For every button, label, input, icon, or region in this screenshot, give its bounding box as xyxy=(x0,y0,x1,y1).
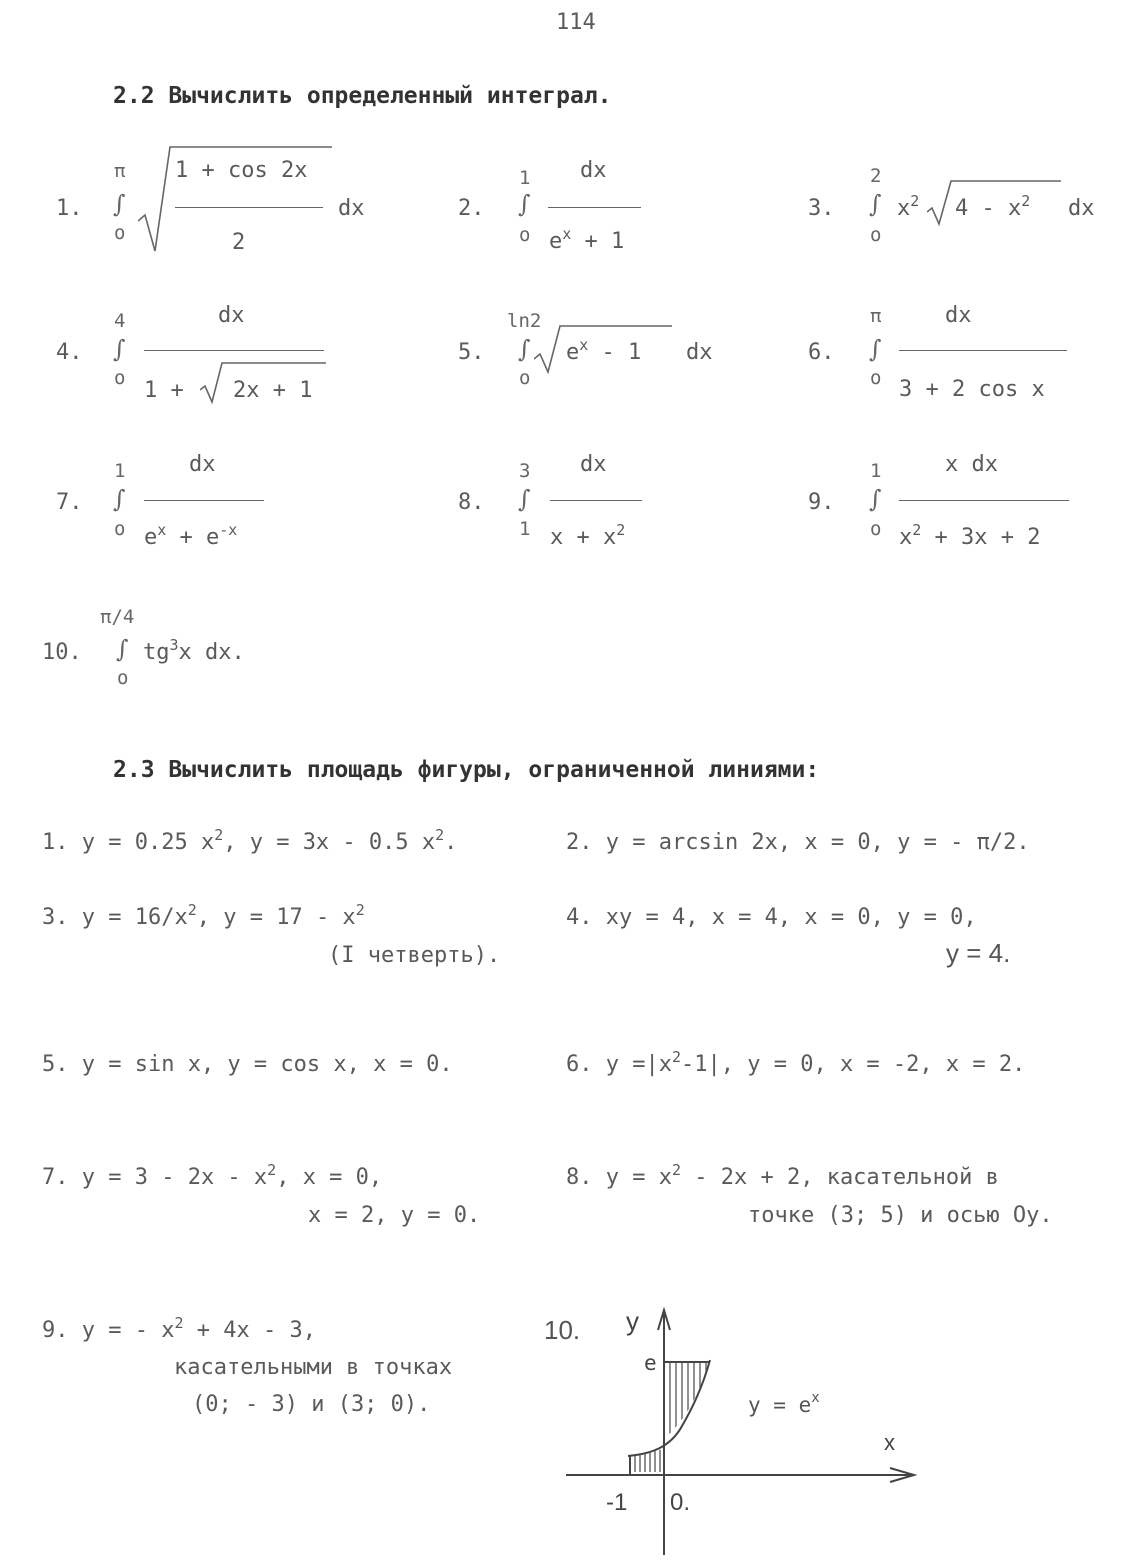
integral-sign: ∫ xyxy=(869,485,882,513)
upper-limit: 4 xyxy=(114,310,126,332)
x-axis-label: x xyxy=(884,1430,895,1455)
lower-limit: 1 xyxy=(519,518,531,540)
item-number: 7. xyxy=(56,490,83,515)
lower-limit: о xyxy=(114,222,126,244)
section-2-3-title: 2.3 Вычислить площадь фигуры, ограниченной линиями: xyxy=(113,757,820,783)
integral-sign: ∫ xyxy=(113,485,126,513)
exp-area-graph xyxy=(560,1300,930,1560)
fraction-bar xyxy=(144,500,264,501)
integral-sign: ∫ xyxy=(518,335,531,363)
lower-limit: о xyxy=(114,367,126,389)
area-item-8-line2: точке (3; 5) и осью Оy. xyxy=(748,1203,1053,1228)
area-item-3: 3. $y = 16/x^2$, $y = 17 - x^2$ xyxy=(42,901,365,930)
area-item-2: 2. y = arcsin 2x, x = 0, y = - π/2. xyxy=(566,830,1030,855)
lower-limit: о xyxy=(114,518,126,540)
numerator: dx xyxy=(945,303,972,328)
area-item-9: 9. y = - $x^2 + 4x - 3$, xyxy=(42,1314,316,1343)
lower-limit: о xyxy=(870,518,882,540)
item-number: 9. xyxy=(808,490,835,515)
integral-sign: ∫ xyxy=(113,190,126,218)
integral-sign: ∫ xyxy=(113,335,126,363)
area-item-4-line2: y = 4. xyxy=(946,938,1011,968)
upper-limit: π/4 xyxy=(100,606,135,628)
upper-limit: 1 xyxy=(519,167,531,189)
area-item-10-number: 10. xyxy=(544,1315,581,1345)
upper-limit: 3 xyxy=(519,460,531,482)
upper-limit: 1 xyxy=(870,460,882,482)
fraction-bar xyxy=(175,207,323,208)
hatch-left xyxy=(635,1440,660,1476)
differential: dx xyxy=(338,196,365,221)
lower-limit: о xyxy=(870,224,882,246)
item-number: 5. xyxy=(458,340,485,365)
item-number: 10. xyxy=(42,640,82,665)
integral-sign: ∫ xyxy=(518,485,531,513)
denominator: $x^2 + 3x + 2$ xyxy=(899,521,1041,550)
minus-one-label: -1 xyxy=(606,1489,628,1516)
area-item-5: 5. y = sin x, y = cos x, x = 0. xyxy=(42,1052,453,1077)
y-axis-label: y xyxy=(626,1306,639,1336)
denominator: 2 xyxy=(232,230,246,255)
fraction-bar xyxy=(550,500,642,501)
e-label: e xyxy=(644,1351,657,1375)
integral-sign: ∫ xyxy=(869,335,882,363)
upper-limit: π xyxy=(114,160,126,182)
fraction-bar xyxy=(899,500,1069,501)
differential: dx xyxy=(1068,196,1095,221)
area-item-7: 7. $y = 3 - 2x - x^2$, x = 0, xyxy=(42,1161,383,1190)
area-item-1: 1. y = 0.25 $x^2$, y = 3x - 0.5 $x^2$. xyxy=(42,826,458,855)
fraction-bar xyxy=(548,207,641,208)
item-number: 6. xyxy=(808,340,835,365)
numerator: 1 + cos 2x xyxy=(175,158,308,183)
zero-label: 0. xyxy=(670,1489,691,1516)
item-number: 1. xyxy=(56,196,83,221)
radicand: $4 - x^2$ xyxy=(955,192,1031,221)
denominator: $e^x + e^{-x}$ xyxy=(144,521,238,550)
lower-limit: о xyxy=(519,367,531,389)
curve-label: $y = e^x$ xyxy=(748,1390,820,1417)
area-item-4: 4. xy = 4, x = 4, x = 0, y = 0, xyxy=(566,905,977,930)
area-item-7-line2: x = 2, y = 0. xyxy=(308,1203,481,1228)
fraction-bar xyxy=(144,350,324,351)
radicand: $e^x - 1$ xyxy=(566,336,642,365)
item-number: 8. xyxy=(458,490,485,515)
upper-limit: ln2 xyxy=(507,310,542,332)
denominator: 3 + 2 cos x xyxy=(899,377,1045,402)
page-number: 114 xyxy=(556,10,596,35)
denominator-lead: 1 + xyxy=(144,378,184,403)
upper-limit: 1 xyxy=(114,460,126,482)
area-item-8: 8. $y = x^2 - 2x + 2$, касательной в xyxy=(566,1161,999,1190)
fraction-bar xyxy=(899,350,1067,351)
area-item-3-line2: (I четверть). xyxy=(328,943,501,968)
integral-sign: ∫ xyxy=(518,190,531,218)
hatch-top xyxy=(670,1360,706,1440)
lead-term: $x^2$ xyxy=(897,192,920,221)
lower-limit: о xyxy=(117,667,129,689)
area-item-6: 6. $y =|x^2-1|$, y = 0, x = -2, x = 2. xyxy=(566,1048,1026,1077)
item-number: 2. xyxy=(458,196,485,221)
numerator: x dx xyxy=(945,452,998,477)
numerator: dx xyxy=(580,158,607,183)
numerator: dx xyxy=(218,303,245,328)
denominator: $x + x^2$ xyxy=(550,521,626,550)
lower-limit: о xyxy=(870,367,882,389)
integral-sign: ∫ xyxy=(869,190,882,218)
upper-limit: π xyxy=(870,305,882,327)
area-item-9-line2: касательными в точках xyxy=(174,1355,453,1380)
lower-limit: о xyxy=(519,224,531,246)
exp-curve xyxy=(628,1360,710,1456)
integrand: $tg^3x$ dx. xyxy=(143,636,245,665)
radicand: 2x + 1 xyxy=(233,378,313,403)
item-number: 3. xyxy=(808,196,835,221)
upper-limit: 2 xyxy=(870,165,882,187)
item-number: 4. xyxy=(56,340,83,365)
area-item-9-line3: (0; - 3) и (3; 0). xyxy=(192,1392,431,1417)
numerator: dx xyxy=(189,452,216,477)
section-2-2-title: 2.2 Вычислить определенный интеграл. xyxy=(113,83,612,109)
differential: dx xyxy=(686,340,713,365)
integral-sign: ∫ xyxy=(116,635,129,663)
numerator: dx xyxy=(580,452,607,477)
denominator: $e^x + 1$ xyxy=(549,225,625,254)
